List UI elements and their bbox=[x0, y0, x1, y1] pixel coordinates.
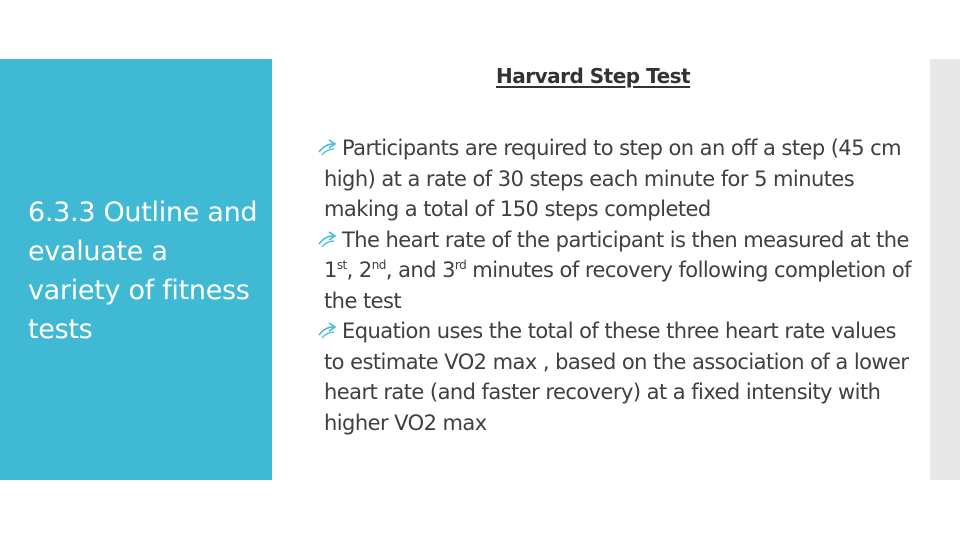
bullet-text bbox=[324, 228, 911, 313]
bullet-text-part: minutes of recovery following completion of the test bbox=[324, 258, 911, 313]
bullet-text: Participants are required to step on an off a step (45 cm high) at a rate of 30 steps each minute for 5 minutes making a total of 150 steps completed bbox=[324, 136, 902, 221]
ordinal-suffix: nd bbox=[371, 258, 386, 272]
arrow-bullet-icon bbox=[317, 230, 339, 250]
bullet-text-part: The heart rate of the participant is then measured at the 1 bbox=[324, 227, 909, 282]
slide-title: Harvard Step Test bbox=[496, 64, 691, 88]
right-side-bar bbox=[930, 59, 960, 480]
arrow-bullet-icon bbox=[317, 321, 339, 341]
bullet-item bbox=[299, 225, 919, 317]
bullet-item bbox=[299, 133, 919, 225]
bullet-list bbox=[299, 133, 919, 438]
bullet-text-part: , and 3 bbox=[385, 258, 455, 282]
bullet-item bbox=[299, 316, 919, 438]
section-title: 6.3.3 Outline and evaluate a variety of fitness tests bbox=[28, 197, 258, 345]
arrow-bullet-icon bbox=[317, 138, 339, 158]
bullet-text-part: , 2 bbox=[346, 258, 372, 282]
bullet-text: Equation uses the total of these three heart rate values to estimate VO2 max , based on the association of a lower heart rate (and faster recovery) at a fixed intensity with higher VO2 max bbox=[324, 319, 909, 435]
ordinal-suffix: rd bbox=[454, 258, 467, 272]
ordinal-suffix: st bbox=[336, 258, 347, 272]
